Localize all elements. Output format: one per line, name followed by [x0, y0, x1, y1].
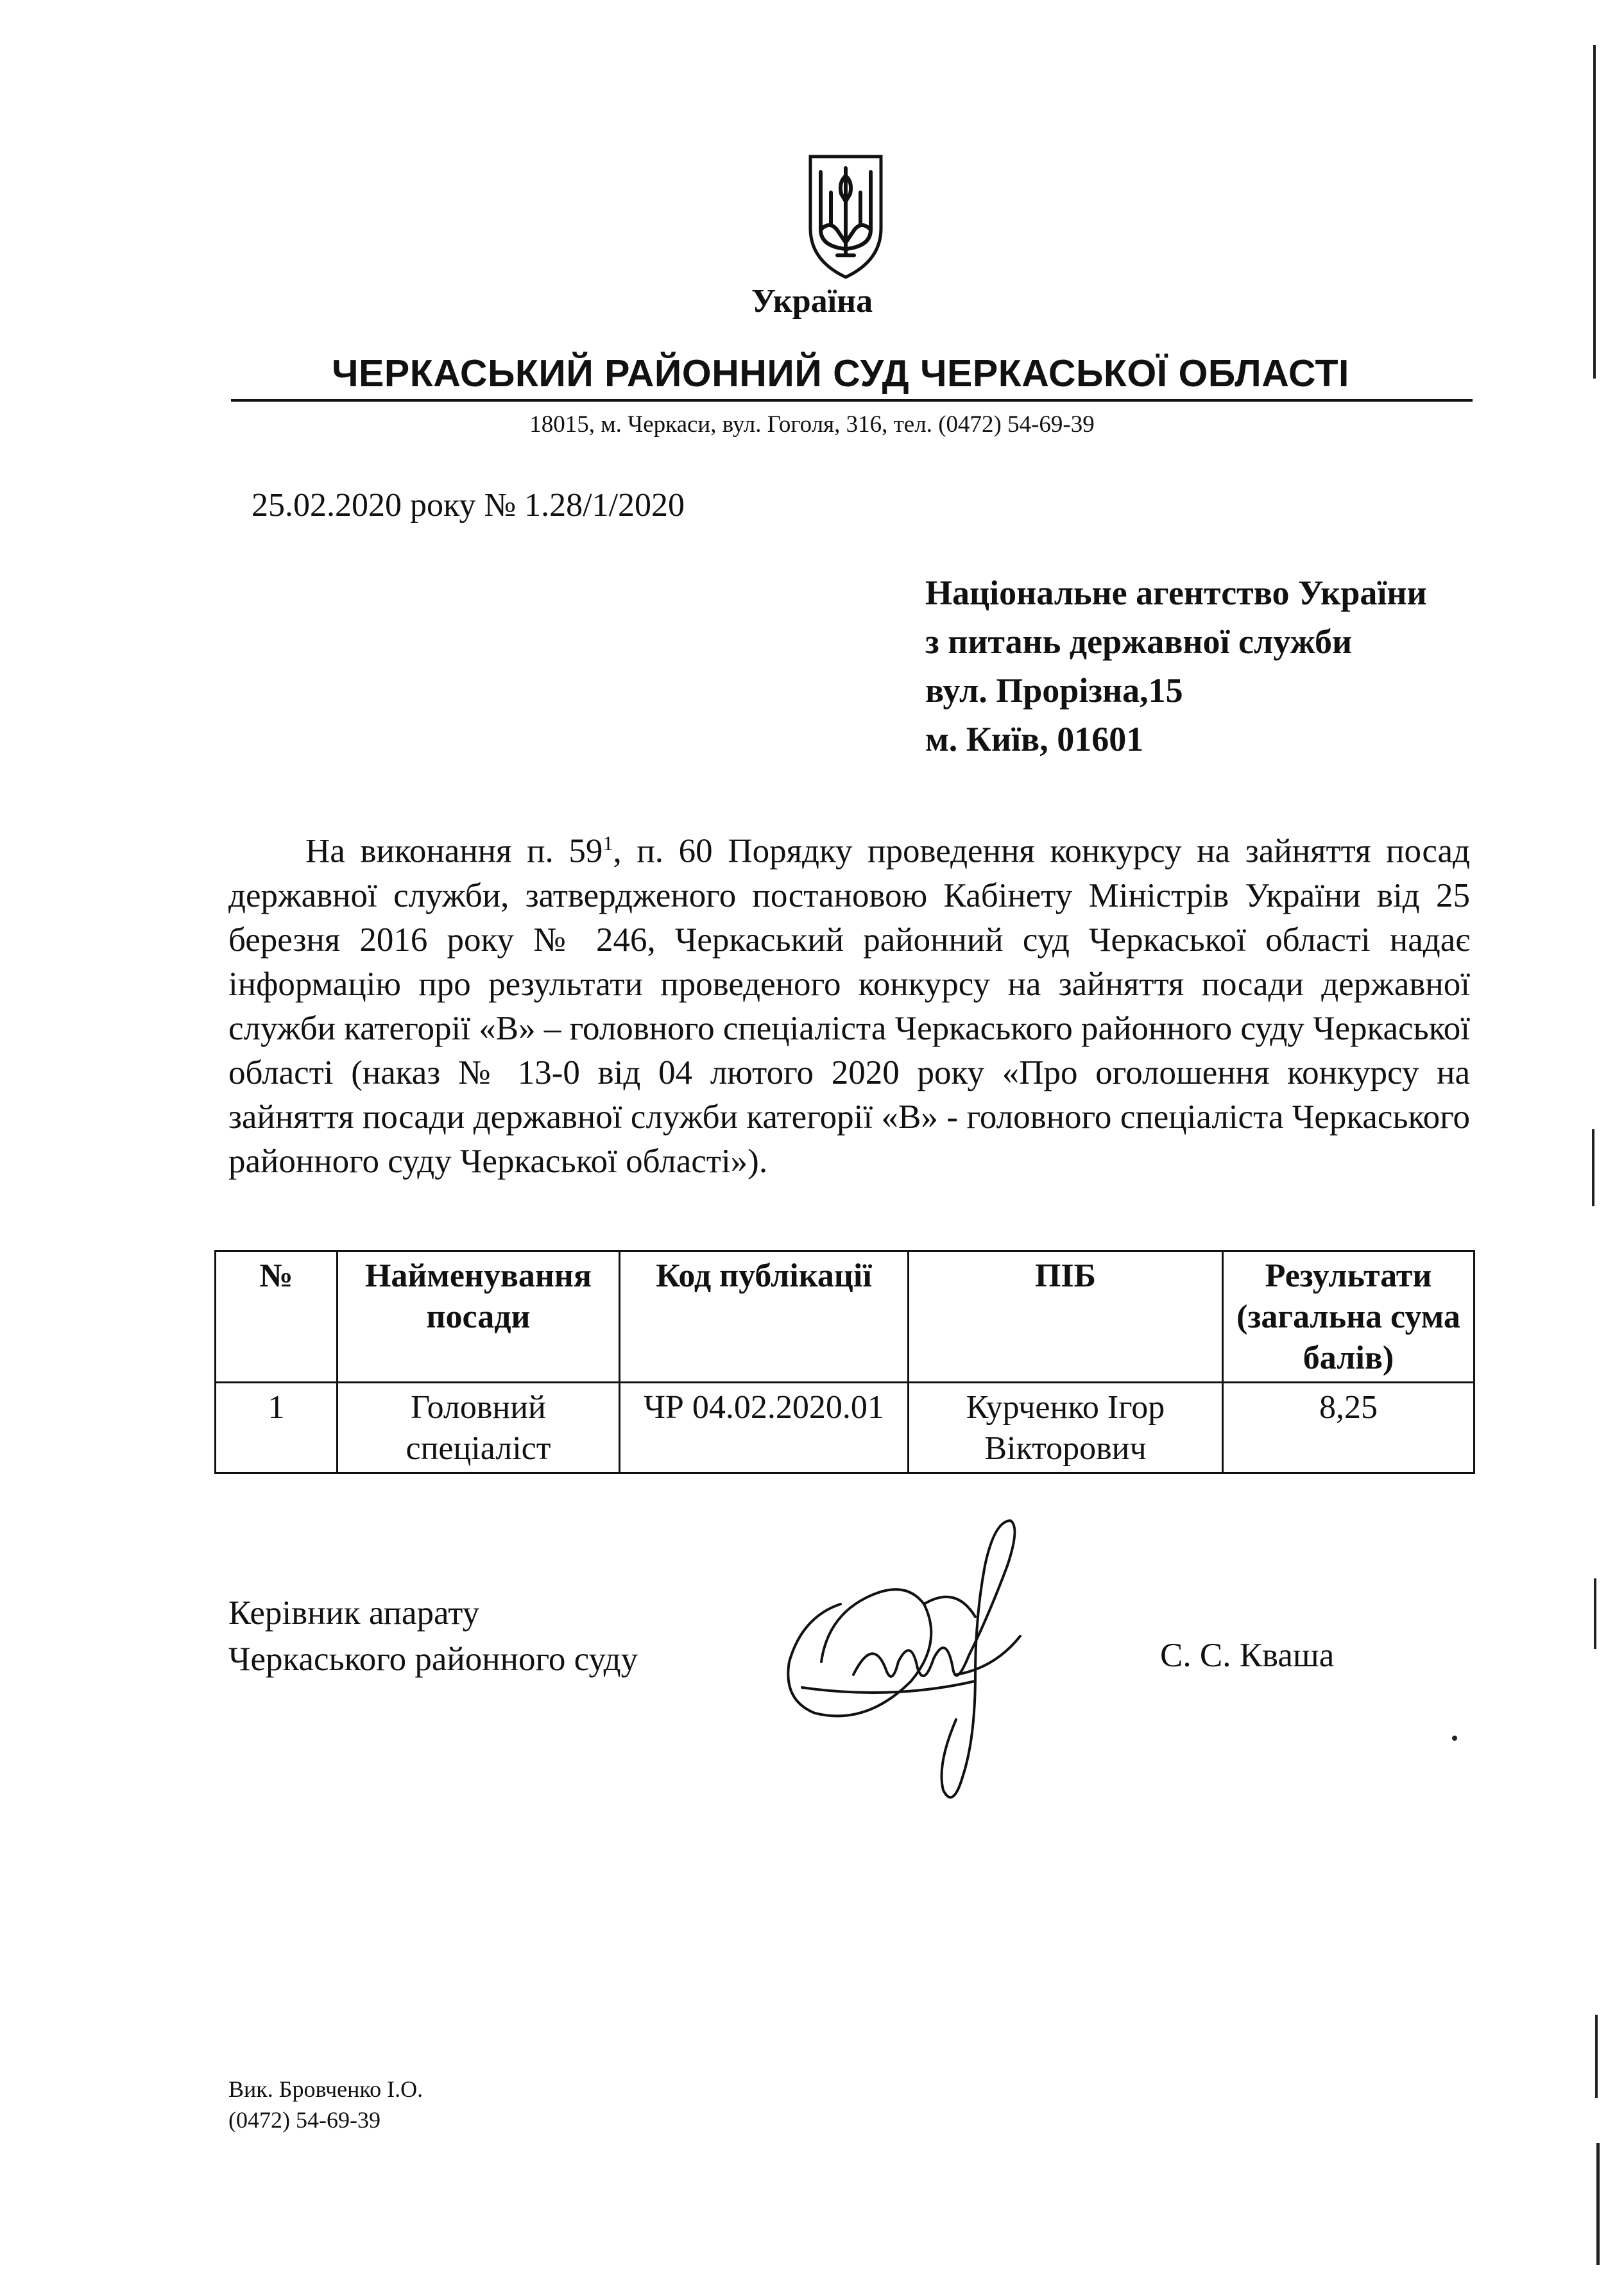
cell-publication-code: ЧР 04.02.2020.01: [620, 1383, 909, 1473]
scan-artifact: [1452, 1736, 1457, 1741]
addressee-line: Національне агентство України: [925, 574, 1427, 612]
header-number: №: [216, 1251, 338, 1383]
body-text-rest: , п. 60 Порядку проведення конкурсу на зайняття посад державної служби, затвердженого постановою Кабінету Міністрів України від 25 березня 2016 року № 246, Черкаський районний суд Черкаської області надає інформацію про результати проведеного конкурсу на зайняття посади державної служби категорії «В» – головного спеціаліста Черкаського районного суду Черкаської області (наказ № 13-0 від 04 лютого 2020 року «Про оголошення конкурсу на зайняття посади державної служби категорії «В» - головного спеціаліста Черкаського районного суду Черкаської області»).: [228, 832, 1470, 1180]
reference-year-word: року: [410, 487, 476, 524]
scan-artifact: [1596, 2143, 1600, 2265]
header-divider: [231, 399, 1473, 402]
body-text-start: На виконання п. 59: [305, 832, 603, 870]
header-full-name: ПІБ: [909, 1251, 1223, 1383]
court-address: 18015, м. Черкаси, вул. Гоголя, 316, тел. (0472) 54-69-39: [529, 411, 1095, 438]
cell-full-name: Курченко Ігор Вікторович: [909, 1383, 1223, 1473]
outgoing-reference: [252, 486, 685, 524]
addressee-block: [925, 568, 1427, 764]
cell-number: 1: [216, 1383, 338, 1473]
signatory-position-line: Черкаського районного суду: [228, 1641, 638, 1678]
body-paragraph: [228, 821, 1470, 1184]
reference-number-sign: №: [484, 487, 517, 524]
scan-artifact: [1594, 1578, 1596, 1649]
addressee-line: з питань державної служби: [925, 622, 1353, 661]
signatory-position-line: Керівник апарату: [228, 1594, 480, 1632]
ukraine-coat-of-arms-icon: [805, 153, 886, 281]
reference-date: 25.02.2020: [252, 487, 402, 524]
addressee-line: вул. Прорізна,15: [925, 671, 1183, 710]
header-publication-code: Код публікації: [620, 1251, 909, 1383]
handwritten-signature-icon: [764, 1508, 1052, 1816]
executor-name: Вик. Бровченко І.О.: [228, 2076, 423, 2102]
scan-artifact: [1592, 1129, 1594, 1206]
body-superscript: 1: [603, 832, 613, 855]
reference-number: 1.28/1/2020: [524, 487, 685, 524]
court-name-heading: ЧЕРКАСЬКИЙ РАЙОННИЙ СУД ЧЕРКАСЬКОЇ ОБЛАСТІ: [332, 352, 1349, 395]
signatory-name: С. С. Кваша: [1160, 1637, 1335, 1674]
addressee-line: м. Київ, 01601: [925, 720, 1144, 758]
table-header-row: [216, 1251, 1474, 1383]
executor-info: [228, 2074, 423, 2135]
header-results: Результати (загальна сума балів): [1223, 1251, 1474, 1383]
scan-artifact: [1593, 45, 1596, 379]
country-name: Україна: [751, 283, 873, 320]
letter-body: [228, 821, 1470, 1184]
cell-position: Головний спеціаліст: [338, 1383, 620, 1473]
scan-artifact: [1595, 2015, 1598, 2098]
table-row: [216, 1383, 1474, 1473]
header-position: Найменування посади: [338, 1251, 620, 1383]
executor-phone: (0472) 54-69-39: [228, 2107, 380, 2133]
signatory-position: [228, 1590, 638, 1682]
cell-score: 8,25: [1223, 1383, 1474, 1473]
competition-results-table: [214, 1250, 1475, 1474]
